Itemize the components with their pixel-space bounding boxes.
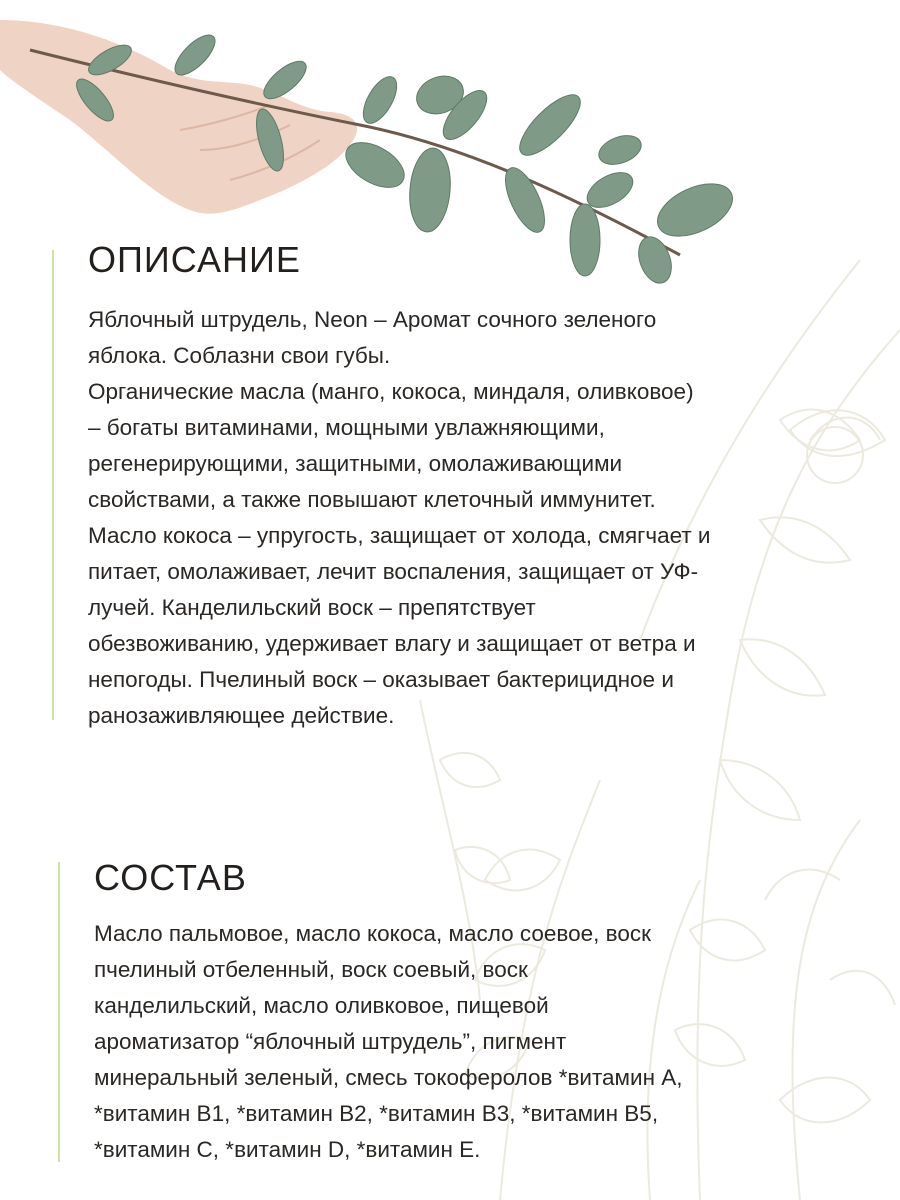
description-section <box>88 239 878 734</box>
composition-text: Масло пальмовое, масло кокоса, масло соевое, воск пчелиный отбеленный, воск соевый, воск канделильский, масло оливковое, пищевой ароматизатор “яблочный штрудель”, пигмент минеральный зеленый, смесь токоферолов *витамин А, *витамин В1, *витамин В2, *витамин В3, *витамин В5, *витамин С, *витамин D, *витамин Е. <box>94 921 683 1162</box>
composition-section <box>94 857 874 1168</box>
description-accent-line <box>52 250 54 720</box>
description-title: ОПИСАНИЕ <box>88 239 301 280</box>
composition-title: СОСТАВ <box>94 857 247 898</box>
description-text: Яблочный штрудель, Neon – Аромат сочного зеленого яблока. Соблазни свои губы. Органические масла (манго, кокоса, миндаля, оливковое) – богаты витаминами, мощными увлажняющими, регенерирующими, защитными, омолаживающими свойствами, а также повышают клеточный иммунитет. Масло кокоса – упругость, защищает от холода, смягчает и питает, омолаживает, лечит воспаления, защищает от УФ- лучей. Канделильский воск – препятствует обезвоживанию, удерживает влагу и защищает от ветра и непогоды. Пчелиный воск – оказывает бактерицидное и ранозаживляющее действие. <box>88 307 711 728</box>
composition-accent-line <box>58 862 60 1162</box>
